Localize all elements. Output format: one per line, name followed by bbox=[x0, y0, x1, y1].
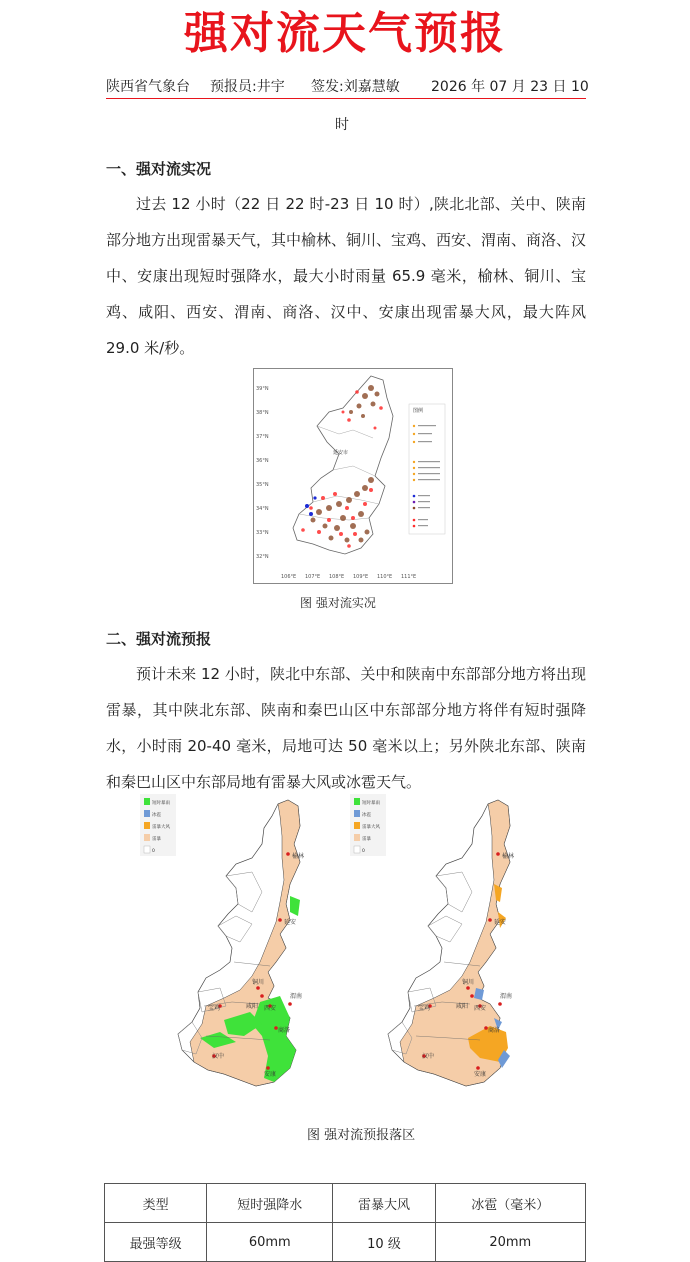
lat-tick: 37°N bbox=[256, 434, 269, 440]
signer: 签发:刘嘉慧敏 bbox=[311, 79, 400, 95]
city-label: 西安 bbox=[474, 1005, 487, 1012]
city-label: 榆林 bbox=[502, 853, 515, 860]
city-label: 安康 bbox=[474, 1071, 487, 1078]
forecast-maps bbox=[140, 792, 550, 1092]
lon-tick: 111°E bbox=[401, 574, 417, 580]
lat-tick: 38°N bbox=[256, 410, 269, 416]
city-label: 咸阳 bbox=[456, 1003, 469, 1010]
city-label: 榆林 bbox=[292, 853, 305, 860]
table-header: 雷暴大风 bbox=[333, 1184, 435, 1223]
lon-tick: 108°E bbox=[329, 574, 345, 580]
lon-tick: 107°E bbox=[305, 574, 321, 580]
issue-datetime-cont: 时 bbox=[335, 117, 349, 133]
figure2-caption: 图 强对流预报落区 bbox=[307, 1128, 416, 1143]
city-label: 延安 bbox=[494, 919, 507, 926]
city-label: 西安 bbox=[264, 1005, 277, 1012]
legend-label: 冰雹 bbox=[152, 813, 161, 818]
legend-title: 图例 bbox=[413, 408, 424, 414]
forecast-map-left bbox=[140, 794, 304, 1086]
legend-label: 0 bbox=[152, 849, 155, 854]
legend-label: 雷暴 bbox=[152, 837, 161, 842]
section2-heading: 二、强对流预报 bbox=[106, 630, 212, 648]
city-label: 商洛 bbox=[278, 1027, 291, 1034]
city-label: 咸阳 bbox=[246, 1003, 259, 1010]
city-label: 铜川 bbox=[462, 979, 475, 986]
section1-heading: 一、强对流实况 bbox=[106, 160, 212, 178]
city-label: 安康 bbox=[264, 1071, 277, 1078]
table-row bbox=[105, 1223, 586, 1262]
city-label: 宝鸡 bbox=[418, 1005, 431, 1012]
table-header: 短时强降水 bbox=[207, 1184, 333, 1223]
forecast-map-right bbox=[350, 794, 514, 1086]
observation-map bbox=[253, 368, 453, 584]
city-label: 宝鸡 bbox=[208, 1005, 221, 1012]
legend-label: 短时暴雨 bbox=[152, 801, 170, 806]
table-header: 类型 bbox=[105, 1184, 207, 1223]
lat-tick: 33°N bbox=[256, 530, 269, 536]
doc-title: 强对流天气预报 bbox=[184, 8, 506, 59]
figure1-caption: 图 强对流实况 bbox=[300, 596, 376, 610]
city-label: 渭南 bbox=[290, 993, 303, 1000]
table-header: 冰雹（毫米） bbox=[435, 1184, 585, 1223]
legend-label: 0 bbox=[362, 849, 365, 854]
table-header-row bbox=[105, 1184, 586, 1223]
lon-tick: 110°E bbox=[377, 574, 393, 580]
table-cell: 最强等级 bbox=[105, 1223, 207, 1262]
lat-tick: 36°N bbox=[256, 458, 269, 464]
org-name: 陕西省气象台 bbox=[106, 79, 190, 95]
table-cell: 60mm bbox=[207, 1223, 333, 1262]
legend-label: 短时暴雨 bbox=[362, 801, 380, 806]
city-label: 商洛 bbox=[488, 1027, 501, 1034]
city-label: 延安 bbox=[284, 919, 297, 926]
city-label: 汉中 bbox=[422, 1053, 435, 1060]
city-label: 铜川 bbox=[252, 979, 265, 986]
lat-tick: 32°N bbox=[256, 554, 269, 560]
table-cell: 10 级 bbox=[333, 1223, 435, 1262]
city-label: 渭南 bbox=[500, 993, 513, 1000]
lat-tick: 35°N bbox=[256, 482, 269, 488]
title-divider bbox=[106, 98, 586, 99]
lon-tick: 106°E bbox=[281, 574, 297, 580]
lat-tick: 39°N bbox=[256, 386, 269, 392]
legend-label: 雷暴大风 bbox=[152, 825, 170, 830]
forecaster: 预报员:井宇 bbox=[210, 79, 285, 95]
max-intensity-table bbox=[104, 1183, 586, 1262]
legend-label: 冰雹 bbox=[362, 813, 371, 818]
section2-paragraph: 预计未来 12 小时，陕北中东部、关中和陕南中东部部分地方将出现雷暴，其中陕北东部、陕南和秦巴山区中东部部分地方将伴有短时强降水，小时雨 20-40 毫米，局地可达 50 毫米以上；另外陕北东部、陕南和秦巴山区中东部局地有雷暴大风或冰雹天气。 bbox=[106, 665, 586, 791]
table-cell: 20mm bbox=[435, 1223, 585, 1262]
legend-label: 雷暴 bbox=[362, 837, 371, 842]
lon-tick: 109°E bbox=[353, 574, 369, 580]
city-label: 延安市 bbox=[333, 450, 349, 456]
city-label: 汉中 bbox=[212, 1053, 225, 1060]
section1-paragraph: 过去 12 小时（22 日 22 时-23 日 10 时）,陕北北部、关中、陕南部分地方出现雷暴天气，其中榆林、铜川、宝鸡、西安、渭南、商洛、汉中、安康出现短时强降水，最大小时雨量 65.9 毫米，榆林、铜川、宝鸡、咸阳、西安、渭南、商洛、汉中、安康出现雷暴大风，最大阵风 29.0 米/秒。 bbox=[106, 195, 587, 357]
legend-label: 雷暴大风 bbox=[362, 825, 380, 830]
issue-datetime: 2026 年 07 月 23 日 10 bbox=[431, 79, 589, 95]
lat-tick: 34°N bbox=[256, 506, 269, 512]
